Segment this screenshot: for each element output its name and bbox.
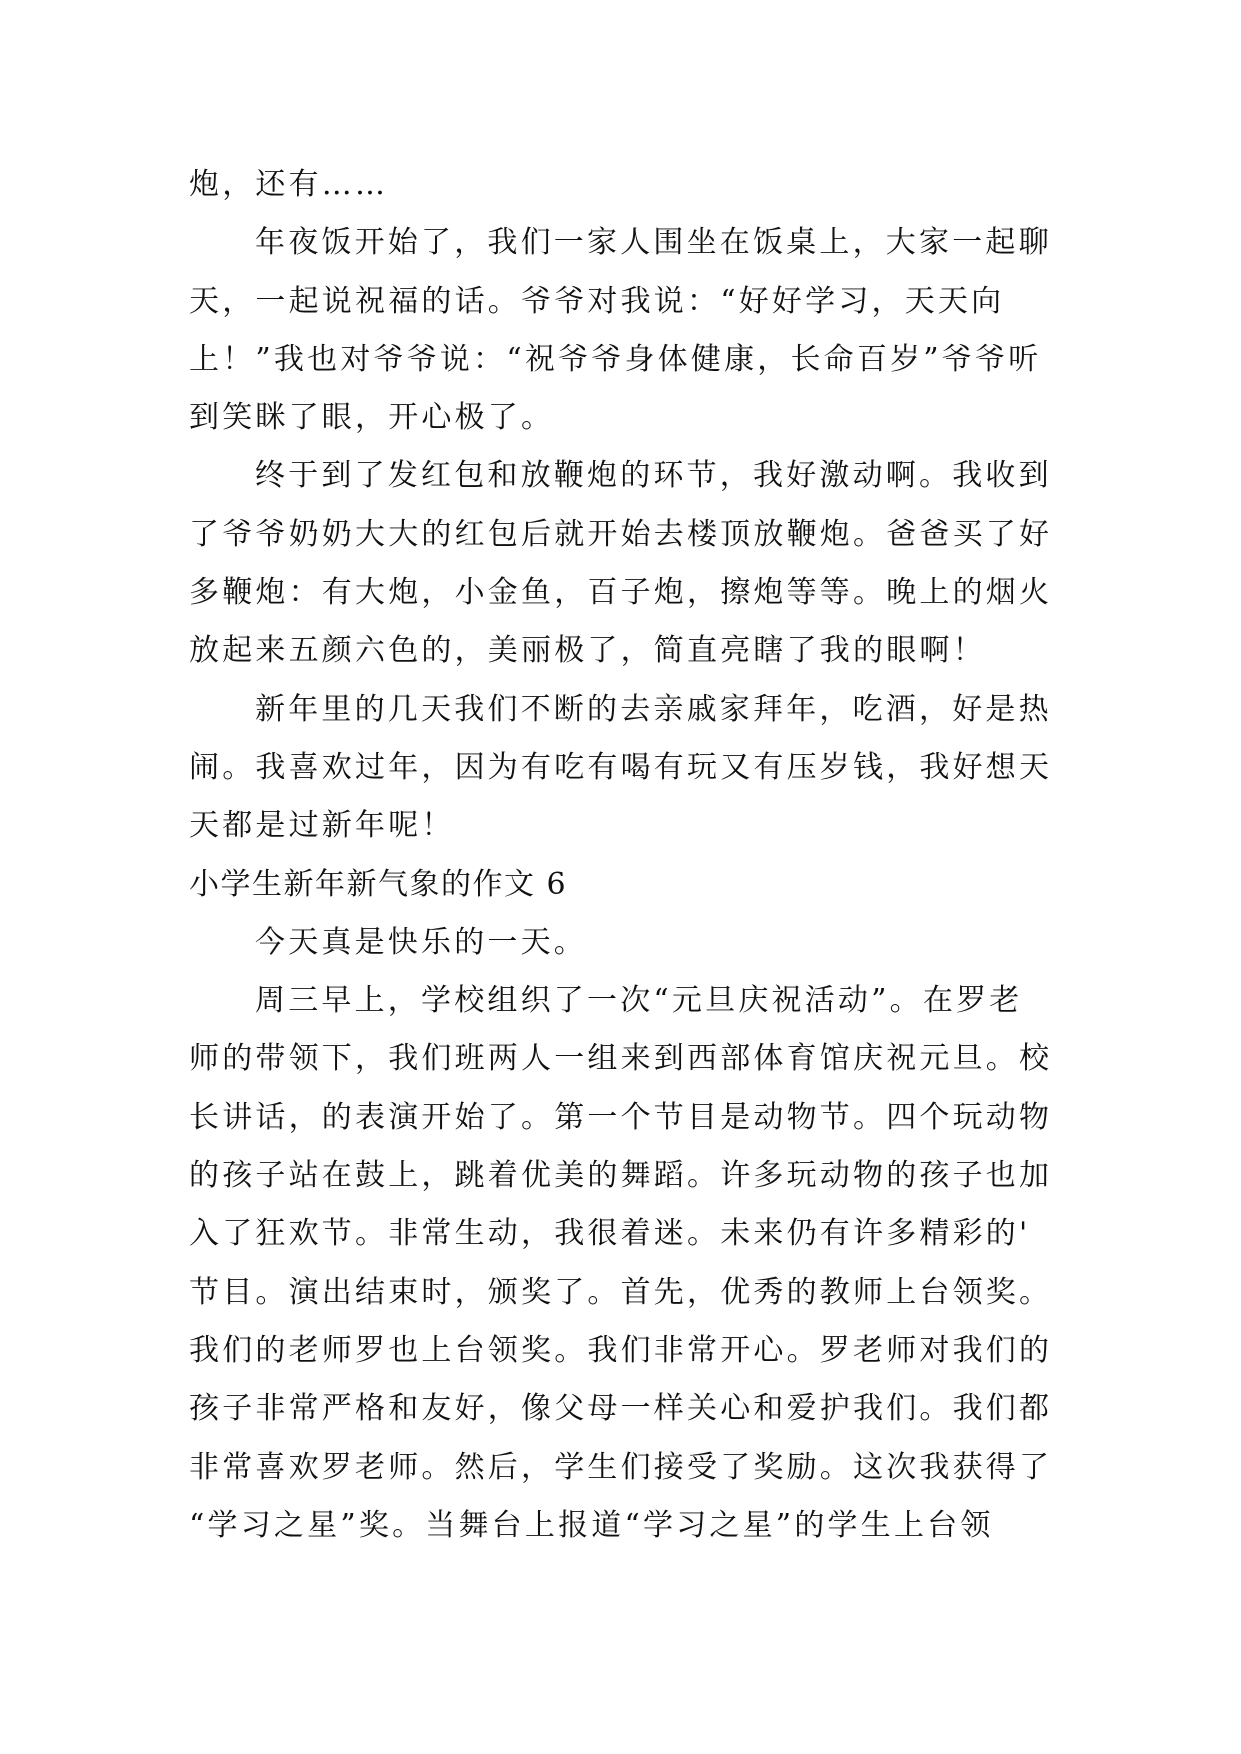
text-line: 入了狂欢节。非常生动，我很着迷。未来仍有许多精彩的' xyxy=(189,1216,1031,1252)
text-line: 放起来五颜六色的，美丽极了，简直亮瞎了我的眼啊！ xyxy=(189,633,986,669)
text-line: 的孩子站在鼓上，跳着优美的舞蹈。许多玩动物的孩子也加 xyxy=(189,1158,1053,1194)
paragraph-first-line: 年夜饭开始了，我们一家人围坐在饭桌上，大家一起聊 xyxy=(255,225,1052,261)
section-heading: 小学生新年新气象的作文 6 xyxy=(189,866,568,902)
text-line: 长讲话，的表演开始了。第一个节目是动物节。四个玩动物 xyxy=(189,1099,1053,1135)
paragraph-first-line: 周三早上，学校组织了一次“元旦庆祝活动”。在罗老 xyxy=(255,983,1023,1019)
text-line: 上！”我也对爷爷说：“祝爷爷身体健康，长命百岁”爷爷听 xyxy=(189,341,1042,377)
text-line: 孩子非常严格和友好，像父母一样关心和爱护我们。我们都 xyxy=(189,1391,1053,1427)
text-line: 多鞭炮：有大炮，小金鱼，百子炮，擦炮等等。晚上的烟火 xyxy=(189,575,1053,611)
text-line: 节目。演出结束时，颁奖了。首先，优秀的教师上台领奖。 xyxy=(189,1274,1053,1310)
text-line: 天，一起说祝福的话。爷爷对我说：“好好学习，天天向 xyxy=(189,283,1005,319)
paragraph-first-line: 新年里的几天我们不断的去亲戚家拜年，吃酒，好是热 xyxy=(255,691,1052,727)
text-line: 闹。我喜欢过年，因为有吃有喝有玩又有压岁钱，我好想天 xyxy=(189,749,1053,785)
text-line: 炮，还有…… xyxy=(189,167,389,202)
text-line: 师的带领下，我们班两人一组来到西部体育馆庆祝元旦。校 xyxy=(189,1041,1053,1077)
text-line: 到笑眯了眼，开心极了。 xyxy=(189,400,555,436)
text-line: 了爷爷奶奶大大的红包后就开始去楼顶放鞭炮。爸爸买了好 xyxy=(189,516,1053,552)
text-line: “学习之星”奖。当舞台上报道“学习之星”的学生上台领 xyxy=(189,1507,994,1543)
document-body xyxy=(189,156,1069,1555)
text-line: 天都是过新年呢！ xyxy=(189,808,455,844)
paragraph-first-line: 今天真是快乐的一天。 xyxy=(255,924,587,960)
text-line: 我们的老师罗也上台领奖。我们非常开心。罗老师对我们的 xyxy=(189,1332,1053,1368)
paragraph-first-line: 终于到了发红包和放鞭炮的环节，我好激动啊。我收到 xyxy=(255,458,1052,494)
text-line: 非常喜欢罗老师。然后，学生们接受了奖励。这次我获得了 xyxy=(189,1449,1053,1485)
